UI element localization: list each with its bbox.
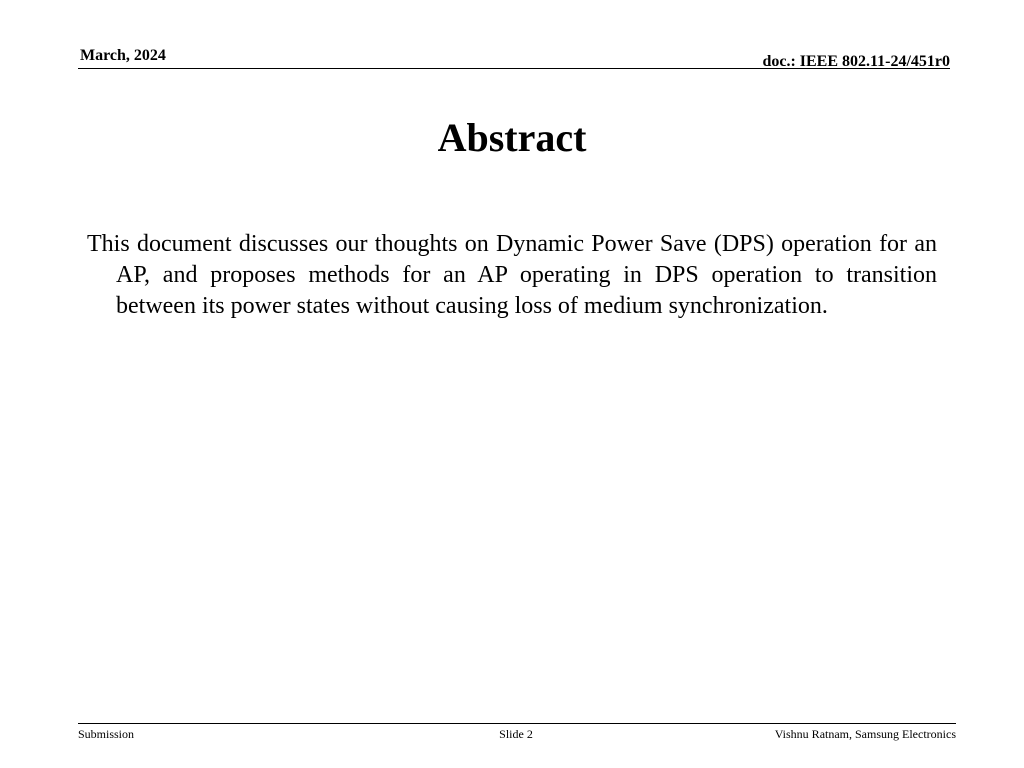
header-divider xyxy=(78,68,950,69)
header-date: March, 2024 xyxy=(80,47,166,64)
abstract-body-text: This document discusses our thoughts on Dynamic Power Save (DPS) operation for an AP, and proposes methods for an AP operating in DPS operation to transition between its power states without causing loss of medium synchronization. xyxy=(87,231,937,319)
footer-submission-label: Submission xyxy=(78,727,135,741)
footer-divider xyxy=(78,723,956,724)
footer-slide-number: Slide 2 xyxy=(499,727,533,741)
footer-author: Vishnu Ratnam, Samsung Electronics xyxy=(774,727,956,741)
slide-title: Abstract xyxy=(437,115,587,160)
header-doc-id: doc.: IEEE 802.11-24/451r0 xyxy=(762,53,950,70)
